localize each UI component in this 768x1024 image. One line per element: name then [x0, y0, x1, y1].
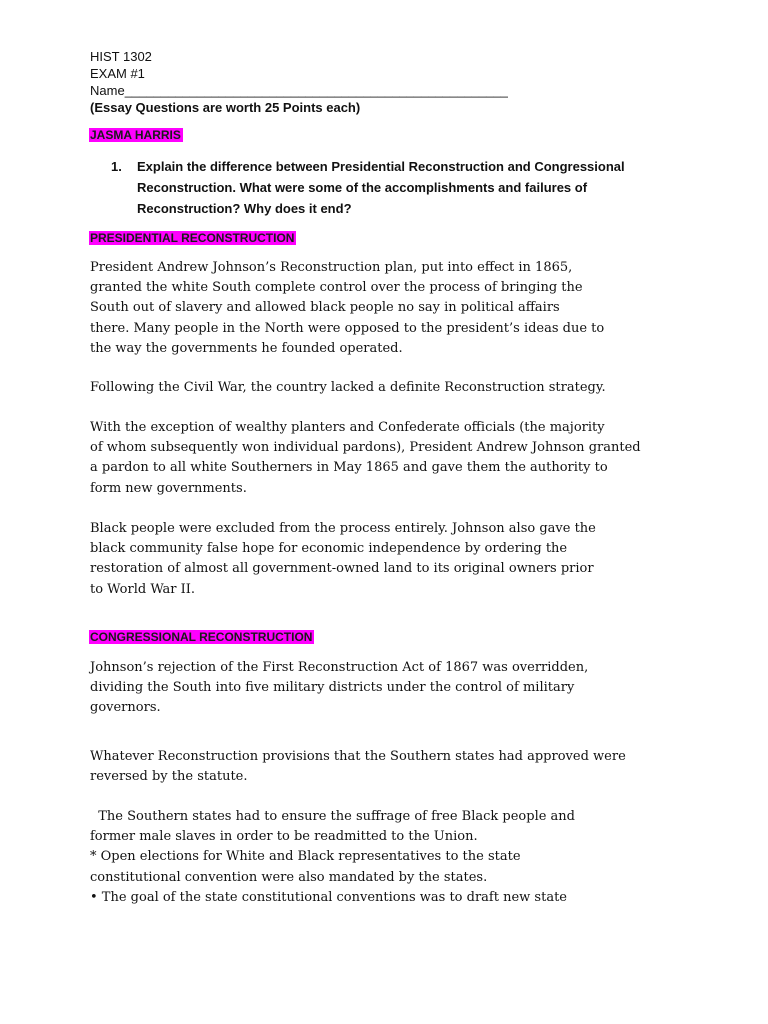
- congressional-heading: CONGRESSIONAL RECONSTRUCTION: [90, 630, 313, 644]
- congressional-paragraph-1: [90, 658, 700, 719]
- text-line: a pardon to all white Southerners in May 1865 and gave them the authority to: [90, 460, 608, 476]
- text-line: former male slaves in order to be readmitted to the Union.: [90, 829, 478, 845]
- text-line: of whom subsequently won individual pardons), President Andrew Johnson granted: [90, 440, 641, 456]
- exam-number: EXAM #1: [90, 66, 145, 81]
- text-line: Black people were excluded from the process entirely. Johnson also gave the: [90, 521, 596, 536]
- question-line: Explain the difference between Presidential Reconstruction and Congressional: [137, 159, 625, 174]
- text-line: reversed by the statute.: [90, 769, 248, 785]
- question-number: 1.: [111, 159, 122, 174]
- course-code: HIST 1302: [90, 49, 152, 64]
- presidential-heading: PRESIDENTIAL RECONSTRUCTION: [90, 231, 295, 245]
- text-line: constitutional convention were also mandated by the states.: [90, 869, 488, 885]
- text-line: to World War II.: [90, 581, 196, 597]
- text-line: the way the governments he founded operated.: [90, 340, 403, 356]
- text-line: • The goal of the state constitutional conventions was to draft new state: [90, 889, 567, 905]
- name-line: [90, 82, 508, 99]
- text-line: * Open elections for White and Black representatives to the state: [90, 849, 521, 865]
- text-line: Following the Civil War, the country lacked a definite Reconstruction strategy.: [90, 380, 606, 395]
- text-line: The Southern states had to ensure the suffrage of free Black people and: [90, 809, 575, 824]
- presidential-paragraph-3: [90, 418, 700, 499]
- presidential-paragraph-1: [90, 258, 700, 359]
- name-label: Name: [90, 83, 125, 98]
- text-line: With the exception of wealthy planters and Confederate officials (the majority: [90, 420, 605, 435]
- points-note: (Essay Questions are worth 25 Points each): [90, 100, 361, 115]
- question-line: Reconstruction? Why does it end?: [137, 201, 352, 216]
- text-line: governors.: [90, 700, 161, 716]
- text-line: Johnson’s rejection of the First Reconstruction Act of 1867 was overridden,: [90, 660, 589, 675]
- congressional-heading-line: [89, 628, 314, 646]
- text-line: Whatever Reconstruction provisions that the Southern states had approved were: [90, 749, 626, 764]
- presidential-heading-line: [89, 229, 296, 247]
- text-line: there. Many people in the North were opposed to the president’s ideas due to: [90, 320, 605, 336]
- text-line: President Andrew Johnson’s Reconstruction plan, put into effect in 1865,: [90, 260, 573, 275]
- presidential-paragraph-2: [90, 378, 700, 398]
- text-line: granted the white South complete control over the process of bringing the: [90, 280, 583, 296]
- text-line: black community false hope for economic independence by ordering the: [90, 541, 568, 557]
- text-line: form new governments.: [90, 480, 247, 496]
- name-blank: _____________________________________________________: [124, 83, 508, 98]
- congressional-paragraph-3: [90, 807, 700, 908]
- congressional-paragraph-2: [90, 747, 700, 787]
- student-name-line: [89, 126, 183, 144]
- text-line: dividing the South into five military districts under the control of military: [90, 680, 575, 696]
- presidential-paragraph-4: [90, 519, 700, 600]
- question-text: [137, 156, 667, 219]
- question-line: Reconstruction. What were some of the accomplishments and failures of: [137, 180, 588, 195]
- text-line: South out of slavery and allowed black people no say in political affairs: [90, 300, 560, 316]
- student-name: JASMA HARRIS: [90, 128, 181, 142]
- text-line: restoration of almost all government-owned land to its original owners prior: [90, 561, 594, 577]
